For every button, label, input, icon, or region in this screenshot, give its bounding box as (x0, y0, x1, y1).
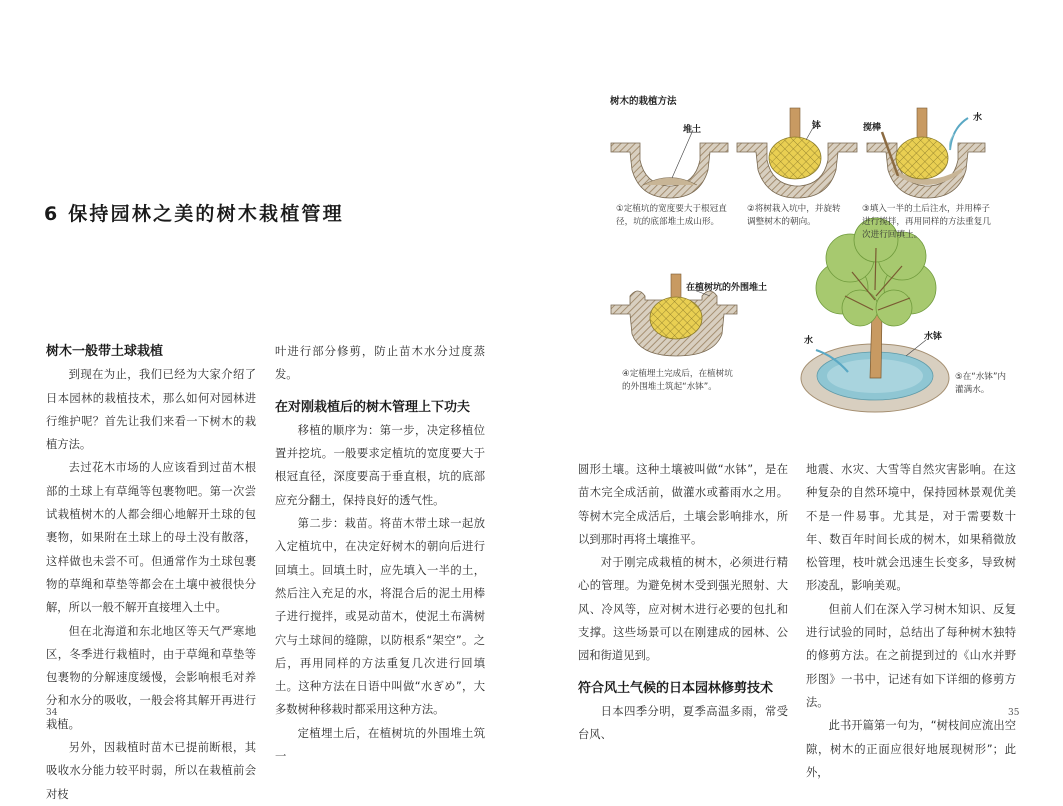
body-paragraph: 但在北海道和东北地区等天气严寒地区，冬季进行栽植时，由于草绳和草垫等包裹物的分解速度缓慢，会影响根毛对养分和水分的吸收，一般会将其解开再进行栽植。 (46, 624, 256, 731)
label-water-left: 水 (804, 336, 814, 346)
page-number-left: 34 (46, 708, 58, 718)
label-water: 水 (973, 113, 983, 123)
body-paragraph: 此书开篇第一句为，“树枝间应流出空隙，树木的正面应很好地展现树形”；此外， (806, 719, 1016, 779)
body-paragraph: 但前人们在深入学习树木知识、反复进行试验的同时，总结出了每种树木独特的修剪方法。在之前提到过的《山水并野形图》一书中，记述有如下详细的修剪方法。 (806, 602, 1016, 709)
body-paragraph: 去过花木市场的人应该看到过苗木根部的土球上有草绳等包裹物吧。第一次尝试栽植树木的人都会细心地解开土球的包裹物，如果附在土球上的母土没有散落，这样做也未尝不可。但通常作为土球包裹物的草绳和草垫等都会在土壤中被很快分解，所以一般不解开直接埋入土中。 (46, 461, 256, 615)
page-number-right: 35 (1008, 708, 1020, 718)
step-3-pit (867, 108, 985, 198)
body-paragraph: 定植埋土后，在植树坑的外围堆土筑一 (275, 726, 485, 764)
label-outer-mound: 在植树坑的外围堆土 (686, 283, 768, 293)
body-paragraph: 日本四季分明，夏季高温多雨，常受台风、 (578, 704, 788, 742)
body-paragraph: 另外，因栽植时苗木已提前断根，其吸收水分能力较平时弱，所以在栽植前会对枝 (46, 741, 256, 801)
caption-step-2: ②将树栽入坑中，并旋转调整树木的朝向。 (747, 204, 841, 227)
label-rootball: 钵 (812, 121, 822, 131)
label-water-basin: 水钵 (924, 332, 943, 342)
body-paragraph: 圆形土壤。这种土壤被叫做“水钵”，是在苗木完全成活前，做灌水或蓄雨水之用。等树木完全成活后，土壤会影响排水，所以到那时再将土壤推平。 (578, 463, 788, 546)
leader-line (672, 130, 693, 178)
step-1-pit (611, 130, 728, 198)
body-paragraph: 第二步：栽苗。将苗木带土球一起放入定植坑中，在决定好树木的朝向后进行回填土。回填土时，应先填入一半的土，然后注入充足的水，将混合后的泥土用棒子进行搅拌，或晃动苗木，使泥土布满树穴与土球间的缝隙，以防根系“架空”。之后，再用同样的方法重复几次进行回填土。这种方法在日语中叫做“水ぎめ”，大多数树种移栽时都采用这种方法。 (275, 517, 485, 717)
rootball (769, 137, 821, 179)
body-paragraph: 对于刚完成栽植的树木，必须进行精心的管理。为避免树木受到强光照射、大风、冷风等，应对树木进行必要的包扎和支撑。这些场景可以在刚建成的园林、公园和街道见到。 (578, 556, 788, 663)
diagram-title: 树木的栽植方法 (610, 96, 677, 107)
section-heading: 符合风土气候的日本园林修剪技术 (578, 680, 774, 696)
step-2-pit (737, 108, 857, 198)
body-paragraph: 地震、水灾、大雪等自然灾害影响。在这种复杂的自然环境中，保持园林景观优美不是一件易事。尤其是，对于需要数十年、数百年时间长成的树木，如果稍微放松管理，枝叶就会迅速生长变多，导致树形凌乱，影响美观。 (806, 463, 1016, 593)
section-heading: 在对刚栽植后的树木管理上下功夫 (275, 399, 471, 415)
body-paragraph: 到现在为止，我们已经为大家介绍了日本园林的栽植技术，那么如何对园林进行维护呢？首先让我们来看一下树木的栽植方法。 (46, 368, 256, 452)
body-paragraph: 叶进行部分修剪，防止苗木水分过度蒸发。 (275, 345, 485, 382)
chapter-title: 6 保持园林之美的树木栽植管理 (44, 203, 344, 225)
section-heading: 树木一般带土球栽植 (46, 344, 164, 359)
caption-step-5: ⑤在“水钵”内灌满水。 (955, 372, 1006, 395)
label-backfill: 堆土 (683, 125, 702, 135)
body-paragraph: 移植的顺序为：第一步，决定移植位置并挖坑。一般要求定植坑的宽度要大于根冠直径，深度要高于垂直根，坑的底部应充分翻土，保持良好的透气性。 (275, 423, 485, 507)
step-5-tree (801, 218, 949, 412)
caption-step-4: ④定植埋土完成后，在植树坑的外围堆土筑起“水钵”。 (622, 369, 733, 392)
label-stick: 搅棒 (863, 123, 882, 133)
caption-step-1: ①定植坑的宽度要大于根冠直径，坑的底部堆土成山形。 (616, 204, 727, 227)
caption-step-3: ③填入一半的土后注水，并用棒子进行搅拌，再用同样的方法重复几次进行回填土。 (862, 204, 991, 240)
